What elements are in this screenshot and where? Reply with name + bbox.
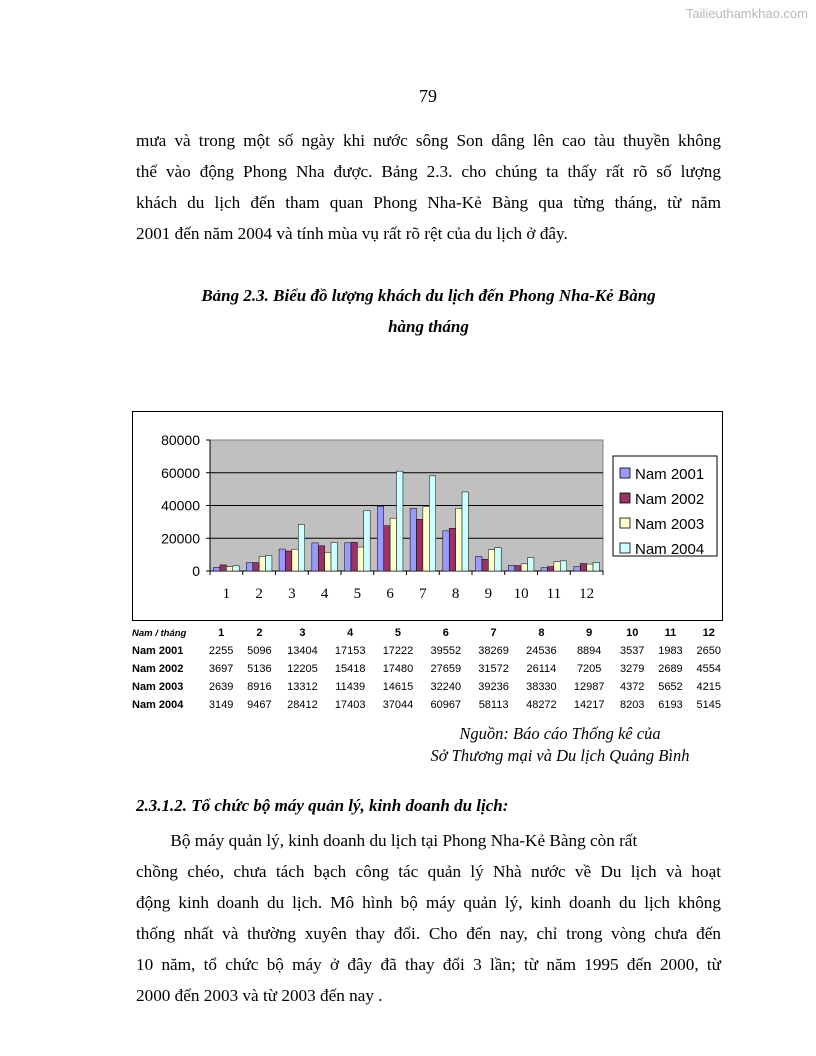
table-cell: 13404 [287, 645, 318, 657]
table-cell: 2650 [696, 645, 722, 657]
y-tick-label: 80000 [161, 432, 200, 448]
table-cell: 60967 [430, 699, 462, 711]
table-cell: 27659 [430, 663, 462, 675]
table-cell: 9467 [247, 699, 272, 711]
x-tick-label: 2 [255, 586, 263, 602]
bar [574, 567, 580, 571]
table-row [132, 642, 728, 660]
bar [331, 543, 337, 571]
table-month-header: 1 [218, 627, 225, 639]
table-cell: 5136 [247, 663, 272, 675]
x-tick-label: 6 [386, 586, 394, 602]
table-cell: 17222 [382, 645, 414, 657]
table-cell: 58113 [478, 699, 509, 711]
table-row-label: Nam 2004 [132, 699, 184, 711]
data-table [132, 624, 728, 714]
table-cell: 15418 [334, 663, 366, 675]
x-tick-label: 12 [579, 586, 595, 602]
y-tick-label: 40000 [161, 497, 200, 514]
table-cell: 24536 [526, 645, 557, 657]
table-cell: 31572 [478, 663, 509, 675]
bar [521, 564, 527, 571]
bar [233, 566, 239, 571]
table-month-header: 12 [702, 627, 715, 639]
source-line1: Nguồn: Báo cáo Thống kê của [459, 724, 661, 743]
bar [508, 565, 514, 571]
intro-paragraph [136, 125, 721, 249]
bar [220, 565, 226, 571]
table-month-header: 9 [586, 627, 593, 639]
bar [560, 561, 566, 571]
table-month-header: 10 [626, 627, 639, 639]
table-month-header: 3 [299, 627, 306, 639]
x-tick-label: 4 [320, 586, 329, 602]
watermark: Tailieuthamkhao.com [685, 6, 808, 21]
table-cell: 32240 [430, 681, 462, 693]
table-cell: 5145 [696, 699, 722, 711]
table-cell: 39552 [430, 645, 462, 657]
bar [292, 549, 298, 571]
bar [482, 559, 488, 571]
body-line: 2000 đến 2003 và từ 2003 đến nay . [136, 986, 383, 1005]
table-month-header: 8 [538, 627, 545, 639]
intro-line: khách du lịch đến tham quan Phong Nha-Kẻ Bàng qua từng tháng, từ năm [136, 193, 721, 212]
bar [587, 564, 593, 571]
bar [593, 563, 599, 571]
intro-line: mưa và trong một số ngày khi nước sông Son dâng lên cao tàu thuyền không [136, 131, 721, 150]
table-cell: 5652 [658, 681, 683, 693]
table-month-header: 11 [664, 627, 677, 639]
table-cell: 38330 [526, 681, 557, 693]
x-tick-label: 11 [546, 586, 562, 602]
bar [423, 507, 429, 571]
bar [285, 551, 291, 571]
table-row [132, 678, 728, 696]
table-cell: 2689 [658, 663, 683, 675]
table-cell: 38269 [478, 645, 509, 657]
bar [456, 508, 462, 571]
bar [397, 471, 403, 571]
table-cell: 37044 [382, 699, 414, 711]
bar [345, 543, 351, 571]
table-cell: 14615 [382, 681, 414, 693]
legend-label: Nam 2003 [635, 516, 705, 533]
page-number: 79 [419, 86, 437, 106]
table-cell: 26114 [526, 663, 557, 675]
table-cell: 17403 [334, 699, 366, 711]
table-row [132, 696, 728, 714]
table-cell: 3279 [619, 663, 645, 675]
table-cell: 39236 [478, 681, 509, 693]
table-caption-line1: Bảng 2.3. Biểu đồ lượng khách du lịch đến Phong Nha-Kẻ Bàng [201, 286, 656, 305]
bar [364, 510, 370, 571]
bar [443, 531, 449, 571]
bar [410, 508, 416, 571]
table-cell: 3149 [208, 699, 234, 711]
table-cell: 28412 [287, 699, 318, 711]
bar [515, 566, 521, 571]
x-tick-label: 7 [419, 586, 427, 602]
body-line: Bộ máy quản lý, kinh doanh du lịch tại Phong Nha-Kẻ Bàng còn rất [136, 831, 638, 850]
bar [298, 524, 304, 571]
body-paragraph [136, 825, 721, 1011]
y-tick-label: 60000 [161, 464, 200, 481]
table-cell: 6193 [658, 699, 683, 711]
x-tick-label: 3 [288, 586, 296, 602]
table-cell: 2639 [208, 681, 234, 693]
bar [266, 555, 272, 571]
y-tick-label: 0 [192, 563, 200, 579]
bar [541, 568, 547, 571]
bar [416, 519, 422, 571]
intro-line: 2001 đến năm 2004 và tính mùa vụ rất rõ rệt của du lịch ở đây. [136, 224, 568, 243]
table-cell: 4215 [696, 681, 722, 693]
table-month-header: 4 [347, 627, 354, 639]
body-line: động kinh doanh du lịch. Mô hình bộ máy quản lý, kinh doanh du lịch không [136, 893, 721, 912]
table-cell: 17153 [334, 645, 366, 657]
bar [246, 563, 252, 571]
chart-frame [132, 411, 723, 621]
table-cell: 11439 [335, 681, 366, 693]
table-row-label: Nam 2002 [132, 663, 184, 675]
x-tick-label: 1 [222, 586, 231, 602]
x-tick-label: 10 [513, 586, 529, 602]
bar [547, 567, 553, 571]
bar [449, 528, 455, 571]
bar [312, 543, 318, 571]
bar [429, 476, 435, 571]
table-month-header: 5 [394, 627, 402, 639]
table-header-row [132, 624, 728, 642]
table-cell: 4372 [619, 681, 645, 693]
bar [214, 567, 220, 571]
table-cell: 1983 [658, 645, 683, 657]
bar [462, 492, 468, 571]
bar [226, 567, 232, 571]
table-cell: 17480 [382, 663, 414, 675]
table-cell: 8203 [619, 699, 645, 711]
bar [384, 526, 390, 571]
legend-label: Nam 2001 [635, 466, 705, 483]
body-line: thống nhất và thường xuyên thay đổi. Cho đến nay, chỉ trong vòng chưa đến [136, 924, 721, 943]
bar-chart [133, 412, 722, 620]
legend-swatch [620, 518, 630, 528]
table-row-label: Nam 2001 [132, 645, 184, 657]
y-tick-label: 20000 [161, 530, 200, 547]
table-cell: 12987 [573, 681, 605, 693]
table-cell: 2255 [208, 645, 234, 657]
bar [488, 550, 494, 571]
bar [554, 562, 560, 571]
table-cell: 48272 [526, 699, 557, 711]
table-month-header: 7 [490, 627, 497, 639]
table-cell: 3697 [208, 663, 234, 675]
table-month-header: 2 [256, 627, 263, 639]
table-row-label: Nam 2003 [132, 681, 184, 693]
table-row [132, 660, 728, 678]
intro-line: thể vào động Phong Nha được. Bảng 2.3. cho chúng ta thấy rất rõ số lượng [136, 162, 721, 181]
bar [253, 563, 259, 571]
bar [390, 518, 396, 571]
bar [279, 549, 285, 571]
legend-swatch [620, 468, 630, 478]
x-tick-label: 8 [451, 586, 460, 602]
body-line: 10 năm, tổ chức bộ máy ở đây đã thay đổi 3 lần; từ năm 1995 đến 2000, từ [136, 955, 721, 974]
legend-label: Nam 2004 [635, 541, 705, 558]
bar [528, 558, 534, 571]
table-cell: 8916 [247, 681, 272, 693]
x-tick-label: 5 [353, 586, 362, 602]
section-heading: 2.3.1.2. Tổ chức bộ máy quản lý, kinh doanh du lịch: [136, 796, 509, 815]
bar [259, 556, 265, 571]
table-cell: 13312 [287, 681, 318, 693]
table-cell: 14217 [573, 699, 605, 711]
table-cell: 8894 [576, 645, 602, 657]
bar [495, 548, 501, 571]
table-cell: 4554 [696, 663, 722, 675]
bar [357, 547, 363, 571]
x-tick-label: 9 [484, 586, 493, 602]
table-caption-line2: hàng tháng [388, 317, 469, 336]
table-cell: 7205 [576, 663, 602, 675]
legend-swatch [620, 543, 630, 553]
bar [377, 506, 383, 571]
bar [325, 552, 331, 571]
table-cell: 3537 [619, 645, 645, 657]
table-corner-label: Nam / tháng [132, 627, 187, 639]
table-cell: 12205 [287, 663, 318, 675]
legend-label: Nam 2002 [635, 491, 705, 508]
body-line: chồng chéo, chưa tách bạch công tác quản lý Nhà nước về Du lịch và hoạt [136, 862, 721, 881]
legend-swatch [620, 493, 630, 503]
source-line2: Sở Thương mại và Du lịch Quảng Bình [430, 746, 690, 765]
bar [351, 542, 357, 571]
bar [318, 546, 324, 571]
bar [580, 564, 586, 571]
table-month-header: 6 [442, 627, 449, 639]
bar [476, 556, 482, 571]
table-cell: 5096 [247, 645, 272, 657]
